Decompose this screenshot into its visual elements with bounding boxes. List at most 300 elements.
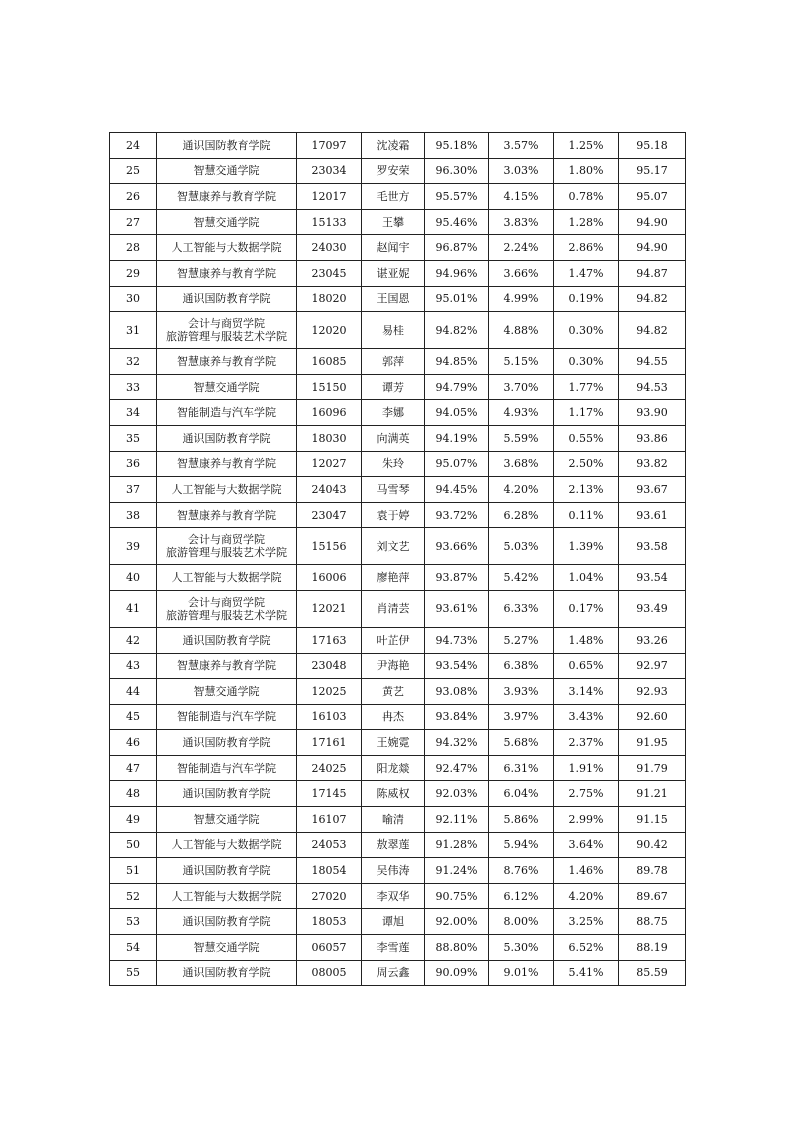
percent-2-cell: 5.42% (489, 565, 554, 591)
percent-1-cell: 95.07% (425, 451, 489, 477)
name-cell: 易桂 (362, 312, 425, 349)
percent-2-cell: 3.83% (489, 209, 554, 235)
percent-3-cell: 1.28% (554, 209, 619, 235)
table-row (110, 935, 686, 961)
code-cell: 23034 (297, 158, 362, 184)
name-cell: 李娜 (362, 400, 425, 426)
college-cell (157, 858, 297, 884)
row-number-cell: 45 (110, 704, 157, 730)
college-cell (157, 730, 297, 756)
college-line: 智慧康养与教育学院 (177, 659, 276, 673)
table-row (110, 832, 686, 858)
percent-3-cell: 1.77% (554, 374, 619, 400)
code-cell: 17097 (297, 133, 362, 159)
score-cell: 91.21 (619, 781, 686, 807)
name-cell: 敖翠莲 (362, 832, 425, 858)
percent-2-cell: 6.38% (489, 653, 554, 679)
percent-1-cell: 92.03% (425, 781, 489, 807)
percent-3-cell: 0.30% (554, 312, 619, 349)
score-cell: 88.75 (619, 909, 686, 935)
row-number-cell: 26 (110, 184, 157, 210)
percent-2-cell: 5.15% (489, 349, 554, 375)
row-number-cell: 27 (110, 209, 157, 235)
name-cell: 陈威权 (362, 781, 425, 807)
score-cell: 93.82 (619, 451, 686, 477)
score-cell: 93.54 (619, 565, 686, 591)
college-line: 通识国防教育学院 (182, 787, 271, 801)
college-cell (157, 400, 297, 426)
row-number-cell: 48 (110, 781, 157, 807)
score-cell: 92.60 (619, 704, 686, 730)
college-cell (157, 502, 297, 528)
college-cell (157, 158, 297, 184)
code-cell: 12017 (297, 184, 362, 210)
college-cell (157, 374, 297, 400)
row-number-cell: 30 (110, 286, 157, 312)
code-cell: 16103 (297, 704, 362, 730)
percent-3-cell: 1.39% (554, 528, 619, 565)
percent-3-cell: 4.20% (554, 883, 619, 909)
percent-1-cell: 93.72% (425, 502, 489, 528)
college-line: 通识国防教育学院 (182, 915, 271, 929)
row-number-cell: 32 (110, 349, 157, 375)
name-cell: 王攀 (362, 209, 425, 235)
percent-3-cell: 2.86% (554, 235, 619, 261)
college-cell (157, 883, 297, 909)
percent-3-cell: 1.17% (554, 400, 619, 426)
score-cell: 93.49 (619, 590, 686, 627)
row-number-cell: 42 (110, 627, 157, 653)
code-cell: 23048 (297, 653, 362, 679)
table-row (110, 349, 686, 375)
score-cell: 94.82 (619, 312, 686, 349)
percent-1-cell: 94.05% (425, 400, 489, 426)
table-row (110, 883, 686, 909)
percent-3-cell: 0.55% (554, 425, 619, 451)
table-row (110, 730, 686, 756)
college-line: 智能制造与汽车学院 (177, 406, 276, 420)
college-cell (157, 235, 297, 261)
code-cell: 17161 (297, 730, 362, 756)
row-number-cell: 44 (110, 679, 157, 705)
table-row (110, 781, 686, 807)
percent-1-cell: 94.19% (425, 425, 489, 451)
row-number-cell: 43 (110, 653, 157, 679)
college-line: 人工智能与大数据学院 (171, 889, 282, 903)
score-cell: 95.18 (619, 133, 686, 159)
table-row (110, 960, 686, 986)
percent-2-cell: 6.33% (489, 590, 554, 627)
percent-1-cell: 95.01% (425, 286, 489, 312)
name-cell: 朱玲 (362, 451, 425, 477)
percent-3-cell: 1.48% (554, 627, 619, 653)
row-number-cell: 55 (110, 960, 157, 986)
code-cell: 23047 (297, 502, 362, 528)
table-row (110, 425, 686, 451)
code-cell: 12025 (297, 679, 362, 705)
college-line: 会计与商贸学院 (188, 595, 265, 609)
name-cell: 李雪莲 (362, 935, 425, 961)
percent-3-cell: 2.99% (554, 807, 619, 833)
code-cell: 24053 (297, 832, 362, 858)
college-cell (157, 477, 297, 503)
percent-1-cell: 93.84% (425, 704, 489, 730)
percent-3-cell: 1.80% (554, 158, 619, 184)
college-line: 智慧交通学院 (193, 215, 260, 229)
name-cell: 赵闻宇 (362, 235, 425, 261)
college-line: 通识国防教育学院 (182, 633, 271, 647)
table-row (110, 502, 686, 528)
code-cell: 18030 (297, 425, 362, 451)
percent-1-cell: 92.00% (425, 909, 489, 935)
college-cell (157, 451, 297, 477)
code-cell: 24030 (297, 235, 362, 261)
percent-1-cell: 93.61% (425, 590, 489, 627)
percent-2-cell: 5.94% (489, 832, 554, 858)
name-cell: 毛世方 (362, 184, 425, 210)
row-number-cell: 51 (110, 858, 157, 884)
college-cell (157, 286, 297, 312)
percent-3-cell: 2.13% (554, 477, 619, 503)
score-cell: 91.79 (619, 755, 686, 781)
table-row (110, 565, 686, 591)
college-cell (157, 528, 297, 565)
college-line: 智慧交通学院 (193, 684, 260, 698)
percent-1-cell: 94.79% (425, 374, 489, 400)
college-line: 会计与商贸学院 (188, 317, 265, 331)
code-cell: 18054 (297, 858, 362, 884)
row-number-cell: 53 (110, 909, 157, 935)
table-row (110, 858, 686, 884)
percent-2-cell: 8.00% (489, 909, 554, 935)
percent-3-cell: 0.78% (554, 184, 619, 210)
code-cell: 24025 (297, 755, 362, 781)
table-row (110, 184, 686, 210)
percent-2-cell: 3.70% (489, 374, 554, 400)
name-cell: 沈凌霜 (362, 133, 425, 159)
name-cell: 周云鑫 (362, 960, 425, 986)
percent-2-cell: 5.03% (489, 528, 554, 565)
percent-2-cell: 2.24% (489, 235, 554, 261)
percent-3-cell: 3.14% (554, 679, 619, 705)
percent-3-cell: 1.47% (554, 260, 619, 286)
score-cell: 91.95 (619, 730, 686, 756)
code-cell: 06057 (297, 935, 362, 961)
score-table (109, 132, 686, 986)
table-row (110, 158, 686, 184)
score-cell: 85.59 (619, 960, 686, 986)
college-cell (157, 653, 297, 679)
college-cell (157, 627, 297, 653)
name-cell: 黄艺 (362, 679, 425, 705)
code-cell: 18053 (297, 909, 362, 935)
score-cell: 93.58 (619, 528, 686, 565)
college-cell (157, 312, 297, 349)
row-number-cell: 38 (110, 502, 157, 528)
table-row (110, 374, 686, 400)
percent-3-cell: 3.64% (554, 832, 619, 858)
name-cell: 谌亚妮 (362, 260, 425, 286)
percent-3-cell: 2.50% (554, 451, 619, 477)
college-cell (157, 349, 297, 375)
row-number-cell: 39 (110, 528, 157, 565)
row-number-cell: 25 (110, 158, 157, 184)
name-cell: 郭萍 (362, 349, 425, 375)
percent-1-cell: 93.08% (425, 679, 489, 705)
college-cell (157, 260, 297, 286)
name-cell: 阳龙燚 (362, 755, 425, 781)
college-line: 智慧交通学院 (193, 812, 260, 826)
college-cell (157, 679, 297, 705)
percent-2-cell: 6.28% (489, 502, 554, 528)
percent-1-cell: 92.11% (425, 807, 489, 833)
name-cell: 马雪琴 (362, 477, 425, 503)
percent-1-cell: 90.75% (425, 883, 489, 909)
percent-1-cell: 91.24% (425, 858, 489, 884)
code-cell: 12021 (297, 590, 362, 627)
percent-2-cell: 4.88% (489, 312, 554, 349)
percent-2-cell: 5.30% (489, 935, 554, 961)
college-line: 通识国防教育学院 (182, 736, 271, 750)
college-cell (157, 960, 297, 986)
percent-3-cell: 0.17% (554, 590, 619, 627)
score-cell: 92.93 (619, 679, 686, 705)
percent-3-cell: 3.25% (554, 909, 619, 935)
college-line: 通识国防教育学院 (182, 138, 271, 152)
score-cell: 90.42 (619, 832, 686, 858)
name-cell: 吴伟涛 (362, 858, 425, 884)
percent-1-cell: 96.87% (425, 235, 489, 261)
college-line: 人工智能与大数据学院 (171, 571, 282, 585)
score-cell: 94.82 (619, 286, 686, 312)
table-row (110, 286, 686, 312)
name-cell: 谭芳 (362, 374, 425, 400)
percent-3-cell: 3.43% (554, 704, 619, 730)
name-cell: 刘文艺 (362, 528, 425, 565)
college-line: 旅游管理与服装艺术学院 (166, 546, 287, 560)
college-cell (157, 781, 297, 807)
percent-1-cell: 96.30% (425, 158, 489, 184)
row-number-cell: 54 (110, 935, 157, 961)
percent-1-cell: 93.87% (425, 565, 489, 591)
score-cell: 93.90 (619, 400, 686, 426)
table-row (110, 528, 686, 565)
row-number-cell: 46 (110, 730, 157, 756)
percent-3-cell: 0.11% (554, 502, 619, 528)
score-cell: 93.61 (619, 502, 686, 528)
name-cell: 谭旭 (362, 909, 425, 935)
college-line: 通识国防教育学院 (182, 864, 271, 878)
percent-2-cell: 4.93% (489, 400, 554, 426)
row-number-cell: 36 (110, 451, 157, 477)
row-number-cell: 49 (110, 807, 157, 833)
table-row (110, 590, 686, 627)
college-line: 智慧交通学院 (193, 940, 260, 954)
name-cell: 罗安荣 (362, 158, 425, 184)
table-row (110, 451, 686, 477)
college-line: 智慧康养与教育学院 (177, 266, 276, 280)
college-cell (157, 832, 297, 858)
percent-1-cell: 94.85% (425, 349, 489, 375)
percent-2-cell: 5.86% (489, 807, 554, 833)
table-row (110, 133, 686, 159)
college-line: 智能制造与汽车学院 (177, 710, 276, 724)
college-line: 智能制造与汽车学院 (177, 761, 276, 775)
code-cell: 16107 (297, 807, 362, 833)
college-line: 通识国防教育学院 (182, 966, 271, 980)
score-cell: 94.55 (619, 349, 686, 375)
college-cell (157, 935, 297, 961)
percent-2-cell: 8.76% (489, 858, 554, 884)
score-cell: 94.90 (619, 235, 686, 261)
percent-2-cell: 4.99% (489, 286, 554, 312)
percent-3-cell: 5.41% (554, 960, 619, 986)
percent-2-cell: 5.59% (489, 425, 554, 451)
college-line: 智慧交通学院 (193, 164, 260, 178)
percent-2-cell: 6.31% (489, 755, 554, 781)
name-cell: 王国恩 (362, 286, 425, 312)
score-cell: 95.17 (619, 158, 686, 184)
row-number-cell: 29 (110, 260, 157, 286)
college-line: 人工智能与大数据学院 (171, 838, 282, 852)
table-row (110, 653, 686, 679)
score-cell: 92.97 (619, 653, 686, 679)
college-line: 旅游管理与服装艺术学院 (166, 330, 287, 344)
code-cell: 27020 (297, 883, 362, 909)
score-cell: 94.87 (619, 260, 686, 286)
name-cell: 廖艳萍 (362, 565, 425, 591)
table-row (110, 679, 686, 705)
percent-1-cell: 92.47% (425, 755, 489, 781)
name-cell: 袁于婷 (362, 502, 425, 528)
row-number-cell: 35 (110, 425, 157, 451)
score-cell: 91.15 (619, 807, 686, 833)
row-number-cell: 34 (110, 400, 157, 426)
code-cell: 17145 (297, 781, 362, 807)
code-cell: 16096 (297, 400, 362, 426)
score-cell: 94.90 (619, 209, 686, 235)
score-cell: 93.67 (619, 477, 686, 503)
college-line: 智慧交通学院 (193, 380, 260, 394)
score-cell: 95.07 (619, 184, 686, 210)
percent-1-cell: 94.82% (425, 312, 489, 349)
college-cell (157, 590, 297, 627)
college-line: 通识国防教育学院 (182, 292, 271, 306)
table-row (110, 807, 686, 833)
percent-1-cell: 95.18% (425, 133, 489, 159)
percent-3-cell: 1.04% (554, 565, 619, 591)
college-line: 会计与商贸学院 (188, 533, 265, 547)
percent-3-cell: 6.52% (554, 935, 619, 961)
table-row (110, 209, 686, 235)
college-cell (157, 755, 297, 781)
row-number-cell: 41 (110, 590, 157, 627)
row-number-cell: 24 (110, 133, 157, 159)
college-cell (157, 704, 297, 730)
score-cell: 93.86 (619, 425, 686, 451)
code-cell: 24043 (297, 477, 362, 503)
percent-1-cell: 95.46% (425, 209, 489, 235)
college-line: 人工智能与大数据学院 (171, 241, 282, 255)
code-cell: 15133 (297, 209, 362, 235)
percent-2-cell: 6.04% (489, 781, 554, 807)
percent-1-cell: 88.80% (425, 935, 489, 961)
percent-1-cell: 91.28% (425, 832, 489, 858)
name-cell: 向满英 (362, 425, 425, 451)
college-cell (157, 209, 297, 235)
percent-2-cell: 4.15% (489, 184, 554, 210)
name-cell: 肖清芸 (362, 590, 425, 627)
score-cell: 93.26 (619, 627, 686, 653)
code-cell: 23045 (297, 260, 362, 286)
college-line: 智慧康养与教育学院 (177, 354, 276, 368)
percent-1-cell: 94.45% (425, 477, 489, 503)
college-line: 智慧康养与教育学院 (177, 457, 276, 471)
table-row (110, 704, 686, 730)
code-cell: 15156 (297, 528, 362, 565)
row-number-cell: 52 (110, 883, 157, 909)
percent-2-cell: 5.27% (489, 627, 554, 653)
table-row (110, 312, 686, 349)
code-cell: 17163 (297, 627, 362, 653)
percent-2-cell: 3.97% (489, 704, 554, 730)
percent-1-cell: 94.32% (425, 730, 489, 756)
percent-2-cell: 3.68% (489, 451, 554, 477)
percent-2-cell: 9.01% (489, 960, 554, 986)
row-number-cell: 47 (110, 755, 157, 781)
percent-2-cell: 4.20% (489, 477, 554, 503)
percent-1-cell: 90.09% (425, 960, 489, 986)
college-line: 旅游管理与服装艺术学院 (166, 608, 287, 622)
row-number-cell: 33 (110, 374, 157, 400)
code-cell: 16006 (297, 565, 362, 591)
percent-2-cell: 3.57% (489, 133, 554, 159)
percent-1-cell: 94.73% (425, 627, 489, 653)
percent-3-cell: 2.37% (554, 730, 619, 756)
table-body (110, 133, 686, 986)
percent-1-cell: 94.96% (425, 260, 489, 286)
row-number-cell: 40 (110, 565, 157, 591)
table-row (110, 909, 686, 935)
percent-3-cell: 0.30% (554, 349, 619, 375)
college-line: 人工智能与大数据学院 (171, 482, 282, 496)
percent-1-cell: 93.54% (425, 653, 489, 679)
percent-3-cell: 1.25% (554, 133, 619, 159)
college-cell (157, 133, 297, 159)
college-cell (157, 184, 297, 210)
code-cell: 18020 (297, 286, 362, 312)
percent-2-cell: 3.03% (489, 158, 554, 184)
percent-2-cell: 6.12% (489, 883, 554, 909)
percent-1-cell: 95.57% (425, 184, 489, 210)
college-line: 智慧康养与教育学院 (177, 508, 276, 522)
table-row (110, 477, 686, 503)
percent-2-cell: 5.68% (489, 730, 554, 756)
percent-3-cell: 1.46% (554, 858, 619, 884)
name-cell: 李双华 (362, 883, 425, 909)
score-cell: 88.19 (619, 935, 686, 961)
college-cell (157, 565, 297, 591)
name-cell: 冉杰 (362, 704, 425, 730)
table-row (110, 260, 686, 286)
code-cell: 15150 (297, 374, 362, 400)
code-cell: 12027 (297, 451, 362, 477)
college-cell (157, 807, 297, 833)
percent-3-cell: 0.19% (554, 286, 619, 312)
percent-3-cell: 0.65% (554, 653, 619, 679)
college-cell (157, 909, 297, 935)
table-row (110, 400, 686, 426)
